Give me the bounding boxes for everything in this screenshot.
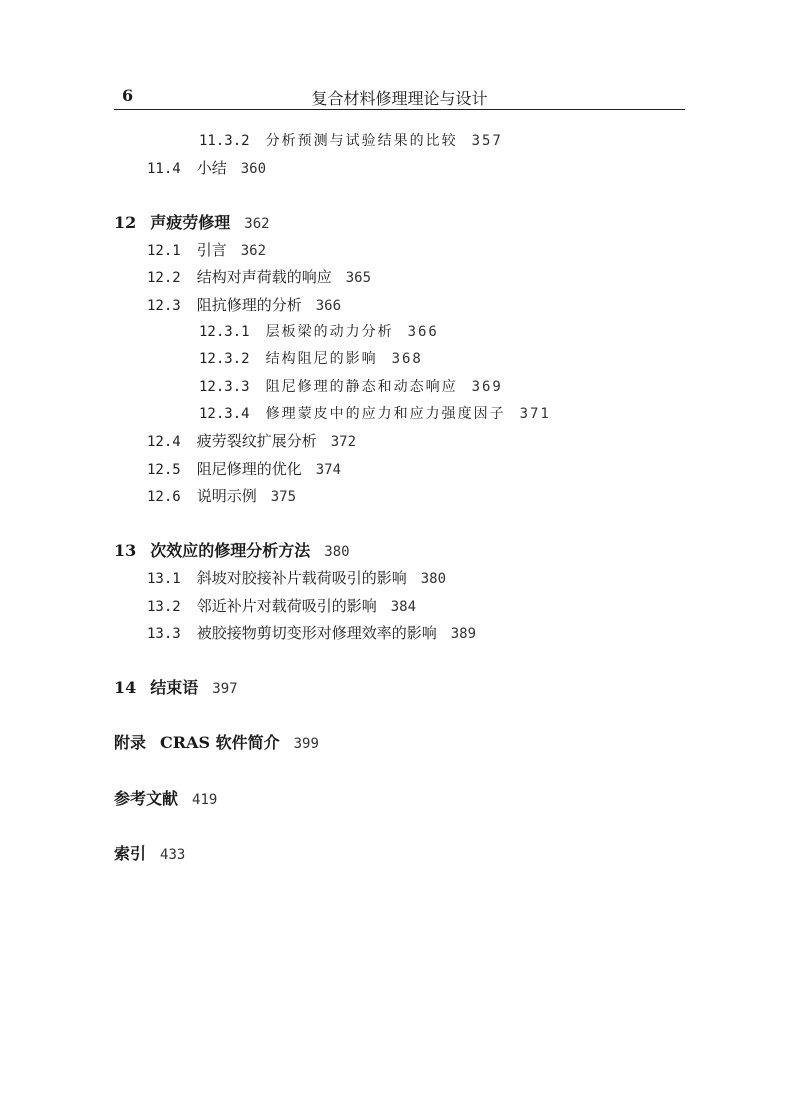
toc-entry-12-3-4[interactable] (199, 404, 551, 424)
toc-chapter-13[interactable] (114, 541, 350, 562)
section-title: 邻近补片对载荷吸引的影响 (196, 597, 377, 615)
toc-entry-12-3-2[interactable] (199, 349, 423, 369)
references-title: 参考文献 (114, 789, 179, 808)
chapter-number: 14 (114, 678, 137, 697)
page-ref: 380 (420, 571, 447, 587)
page-ref: 362 (244, 216, 270, 232)
section-number: 12.3.3 (199, 379, 250, 395)
toc-entry-13-3[interactable] (147, 623, 476, 644)
toc-entry-13-2[interactable] (147, 596, 416, 617)
section-title: 被胶接物剪切变形对修理效率的影响 (196, 624, 437, 642)
page-ref: 368 (391, 351, 423, 367)
page-ref: 369 (471, 379, 503, 395)
section-title: 小结 (196, 159, 227, 177)
page-ref: 389 (450, 626, 477, 642)
page-ref: 372 (330, 434, 357, 450)
section-title: 斜坡对胶接补片载荷吸引的影响 (196, 569, 407, 587)
toc-index[interactable] (114, 844, 185, 865)
page-ref: 365 (345, 270, 372, 286)
section-number: 13.1 (147, 571, 181, 587)
section-number: 11.3.2 (199, 133, 250, 149)
running-header (114, 84, 685, 110)
toc-entry-12-6[interactable] (147, 486, 296, 507)
toc-entry-12-3[interactable] (147, 295, 341, 316)
section-number: 12.6 (147, 489, 181, 505)
chapter-title: 次效应的修理分析方法 (150, 541, 311, 560)
section-title: 阻抗修理的分析 (196, 296, 302, 314)
appendix-title: CRAS 软件简介 (160, 733, 280, 752)
toc-entry-12-4[interactable] (147, 431, 356, 452)
section-number: 13.3 (147, 626, 181, 642)
section-number: 12.3.2 (199, 351, 250, 367)
section-title: 疲劳裂纹扩展分析 (196, 432, 317, 450)
toc-entry-12-2[interactable] (147, 267, 371, 288)
index-title: 索引 (114, 844, 147, 863)
section-number: 12.3.1 (199, 324, 250, 340)
page-ref: 371 (519, 406, 551, 422)
section-title: 分析预测与试验结果的比较 (265, 133, 458, 149)
toc-chapter-14[interactable] (114, 678, 238, 699)
book-title: 复合材料修理理论与设计 (311, 89, 488, 108)
chapter-title: 声疲劳修理 (150, 213, 231, 232)
section-title: 层板梁的动力分析 (265, 324, 394, 340)
page-ref: 419 (192, 792, 218, 808)
toc-references[interactable] (114, 789, 217, 810)
page-ref: 360 (240, 161, 267, 177)
appendix-label: 附录 (114, 733, 147, 752)
section-number: 12.2 (147, 270, 181, 286)
page-ref: 366 (315, 298, 342, 314)
toc-entry-11-4[interactable] (147, 158, 266, 179)
page-ref: 384 (390, 599, 417, 615)
section-title: 引言 (196, 241, 227, 259)
section-number: 12.4 (147, 434, 181, 450)
toc-entry-12-3-3[interactable] (199, 377, 503, 397)
section-number: 12.1 (147, 243, 181, 259)
section-title: 阻尼修理的优化 (196, 460, 302, 478)
section-title: 修理蒙皮中的应力和应力强度因子 (265, 406, 506, 422)
section-title: 结构对声荷载的响应 (196, 268, 332, 286)
page-ref: 374 (315, 462, 342, 478)
section-title: 说明示例 (196, 487, 257, 505)
page-ref: 362 (240, 243, 267, 259)
section-number: 12.3 (147, 298, 181, 314)
section-title: 结构阻尼的影响 (265, 351, 378, 367)
header-rule (114, 109, 685, 110)
section-title: 阻尼修理的静态和动态响应 (265, 379, 458, 395)
toc-chapter-12[interactable] (114, 213, 270, 234)
toc-entry-11-3-2[interactable] (199, 131, 503, 151)
toc-entry-12-1[interactable] (147, 240, 266, 261)
page-ref: 366 (407, 324, 439, 340)
page-ref: 433 (160, 847, 186, 863)
page-ref: 399 (293, 736, 319, 752)
page-number: 6 (122, 86, 134, 105)
page-ref: 357 (471, 133, 503, 149)
page-ref: 380 (324, 544, 350, 560)
section-number: 11.4 (147, 161, 181, 177)
toc-entry-12-3-1[interactable] (199, 322, 439, 342)
toc-entry-12-5[interactable] (147, 459, 341, 480)
toc-entry-13-1[interactable] (147, 568, 446, 589)
section-number: 12.3.4 (199, 406, 250, 422)
chapter-number: 12 (114, 213, 137, 232)
page-ref: 397 (212, 681, 238, 697)
toc-appendix[interactable] (114, 733, 319, 754)
section-number: 13.2 (147, 599, 181, 615)
page-ref: 375 (270, 489, 297, 505)
chapter-title: 结束语 (150, 678, 199, 697)
section-number: 12.5 (147, 462, 181, 478)
chapter-number: 13 (114, 541, 137, 560)
